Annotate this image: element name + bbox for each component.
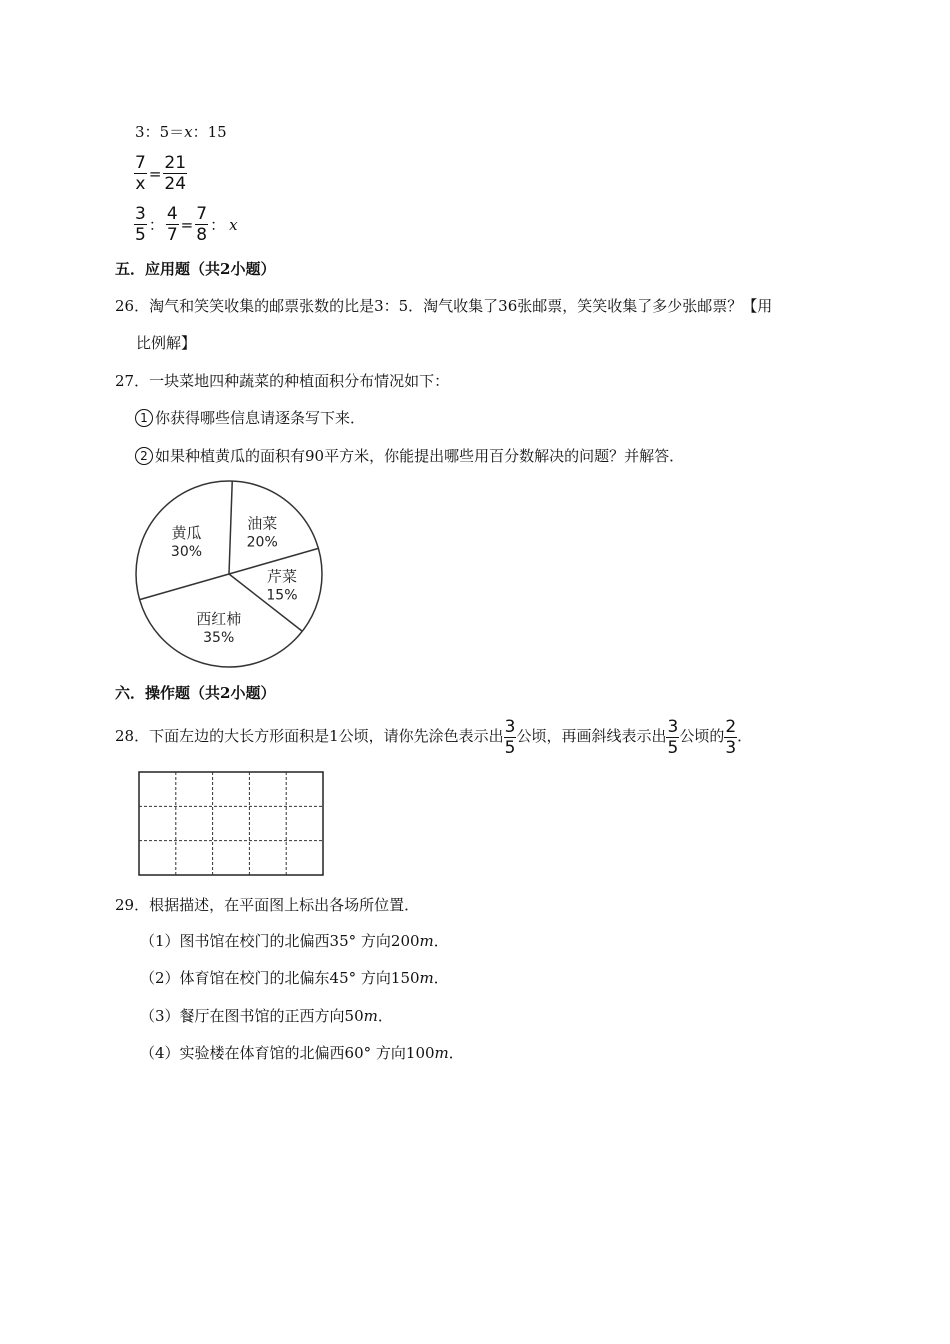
q28-text-d: ．	[737, 727, 753, 745]
q28-frac3-den: 3	[725, 737, 737, 758]
vegetable-pie-chart	[133, 476, 325, 672]
eq3-sep1: ：	[148, 216, 164, 234]
punct: ．	[377, 1007, 393, 1025]
q26-number: 26．	[115, 297, 150, 315]
pie-label-name: 油菜	[247, 514, 278, 533]
eq1-a: 3	[135, 123, 145, 141]
eq1-x: x	[184, 123, 193, 141]
punct: ．	[448, 1044, 464, 1062]
eq2-fraction-left	[134, 154, 147, 193]
eq1-c: 15	[207, 123, 227, 141]
question-28	[115, 716, 752, 757]
q28-frac2-num: 3	[667, 716, 679, 737]
eq3-den1: 5	[135, 225, 146, 245]
eq1-sep1: ：	[144, 123, 160, 141]
q29-item-text: （1）图书馆在校门的北偏西35° 方向200	[140, 932, 420, 950]
eq3-den2: 7	[166, 225, 178, 245]
punct: ．	[433, 969, 449, 987]
eq3-num2: 4	[166, 204, 178, 224]
eq3-fraction-2	[166, 205, 179, 244]
pie-label-percent: 15%	[266, 587, 298, 604]
q27-sub1-text: 你获得哪些信息请逐条写下来．	[155, 409, 366, 427]
punct: ．	[433, 932, 449, 950]
question-29	[115, 895, 419, 915]
equation-1	[135, 122, 227, 142]
pie-label-percent: 35%	[203, 629, 235, 646]
pie-label-percent: 30%	[170, 543, 203, 560]
question-26	[115, 296, 772, 316]
eq3-num1: 3	[135, 204, 146, 224]
question-27	[115, 371, 449, 391]
unit: m	[419, 969, 434, 987]
q28-text-c: 公顷的	[679, 727, 725, 745]
q27-text: 一块菜地四种蔬菜的种植面积分布情况如下：	[149, 372, 450, 390]
unit: m	[419, 932, 434, 950]
pie-label-name: 黄瓜	[171, 523, 202, 542]
equation-2	[134, 154, 187, 193]
circled-number-1: 1	[135, 409, 153, 427]
equation-3	[134, 205, 240, 244]
unit: m	[363, 1007, 378, 1025]
q26-line2: 比例解】	[136, 334, 197, 352]
section-5-title: 五．应用题（共2小题）	[115, 260, 276, 278]
q29-text: 根据描述，在平面图上标出各场所位置．	[149, 896, 420, 914]
q28-text-a: 下面左边的大长方形面积是1公顷，请你先涂色表示出	[149, 727, 504, 745]
q29-item-3	[140, 1006, 393, 1026]
eq3-equals: =	[180, 215, 194, 234]
section-6-title: 六．操作题（共2小题）	[115, 684, 276, 702]
eq3-num3: 7	[196, 204, 208, 224]
eq1-b: 5	[159, 123, 170, 141]
q27-subquestion-2	[135, 446, 684, 466]
q28-frac3-num: 2	[725, 716, 737, 737]
q26-line1: 淘气和笑笑收集的邮票张数的比是3：5．淘气收集了36张邮票，笑笑收集了多少张邮票？【用	[149, 297, 773, 315]
eq3-fraction-1	[134, 205, 147, 244]
eq1-sep2: ：	[192, 123, 208, 141]
q29-item-text: （3）餐厅在图书馆的正西方向50	[140, 1007, 364, 1025]
eq3-den3: 8	[196, 225, 208, 245]
eq2-den1: x	[135, 174, 146, 194]
q28-number: 28．	[115, 727, 150, 745]
grid-outer-border	[139, 772, 323, 875]
q29-item-4	[140, 1043, 464, 1063]
pie-label-percent: 20%	[246, 534, 278, 551]
q28-frac1-den: 5	[504, 737, 516, 758]
eq2-den2: 24	[164, 174, 187, 194]
eq2-fraction-right	[163, 154, 187, 193]
unit: m	[434, 1044, 449, 1062]
q29-number: 29．	[115, 896, 150, 914]
eq2-equals: =	[148, 164, 162, 183]
q28-frac1-num: 3	[504, 716, 516, 737]
eq3-fraction-3	[195, 205, 208, 244]
eq3-x: x	[229, 215, 238, 234]
pie-label-name: 芹菜	[266, 567, 297, 586]
q27-subquestion-1	[135, 408, 365, 428]
q29-item-text: （2）体育馆在校门的北偏东45° 方向150	[140, 969, 420, 987]
q29-item-2	[140, 968, 449, 988]
q27-number: 27．	[115, 372, 150, 390]
q28-fraction-2	[666, 718, 679, 757]
q27-sub2-text: 如果种植黄瓜的面积有90平方米，你能提出哪些用百分数解决的问题？并解答．	[155, 447, 685, 465]
q28-text-b: 公顷，再画斜线表示出	[516, 727, 667, 745]
eq2-num1: 7	[135, 153, 146, 173]
eq3-sep2: ：	[210, 216, 226, 234]
circled-number-2: 2	[135, 447, 153, 465]
pie-label-name: 西红柿	[196, 609, 242, 628]
eq1-eq: ＝	[169, 123, 185, 141]
q28-frac2-den: 5	[667, 737, 679, 758]
eq2-num2: 21	[164, 153, 187, 173]
q29-item-1	[140, 931, 449, 951]
q29-item-text: （4）实验楼在体育馆的北偏西60° 方向100	[140, 1044, 435, 1062]
q28-fraction-3	[724, 718, 737, 757]
q28-fraction-1	[504, 718, 517, 757]
hectare-grid-rectangle[interactable]	[137, 770, 325, 877]
